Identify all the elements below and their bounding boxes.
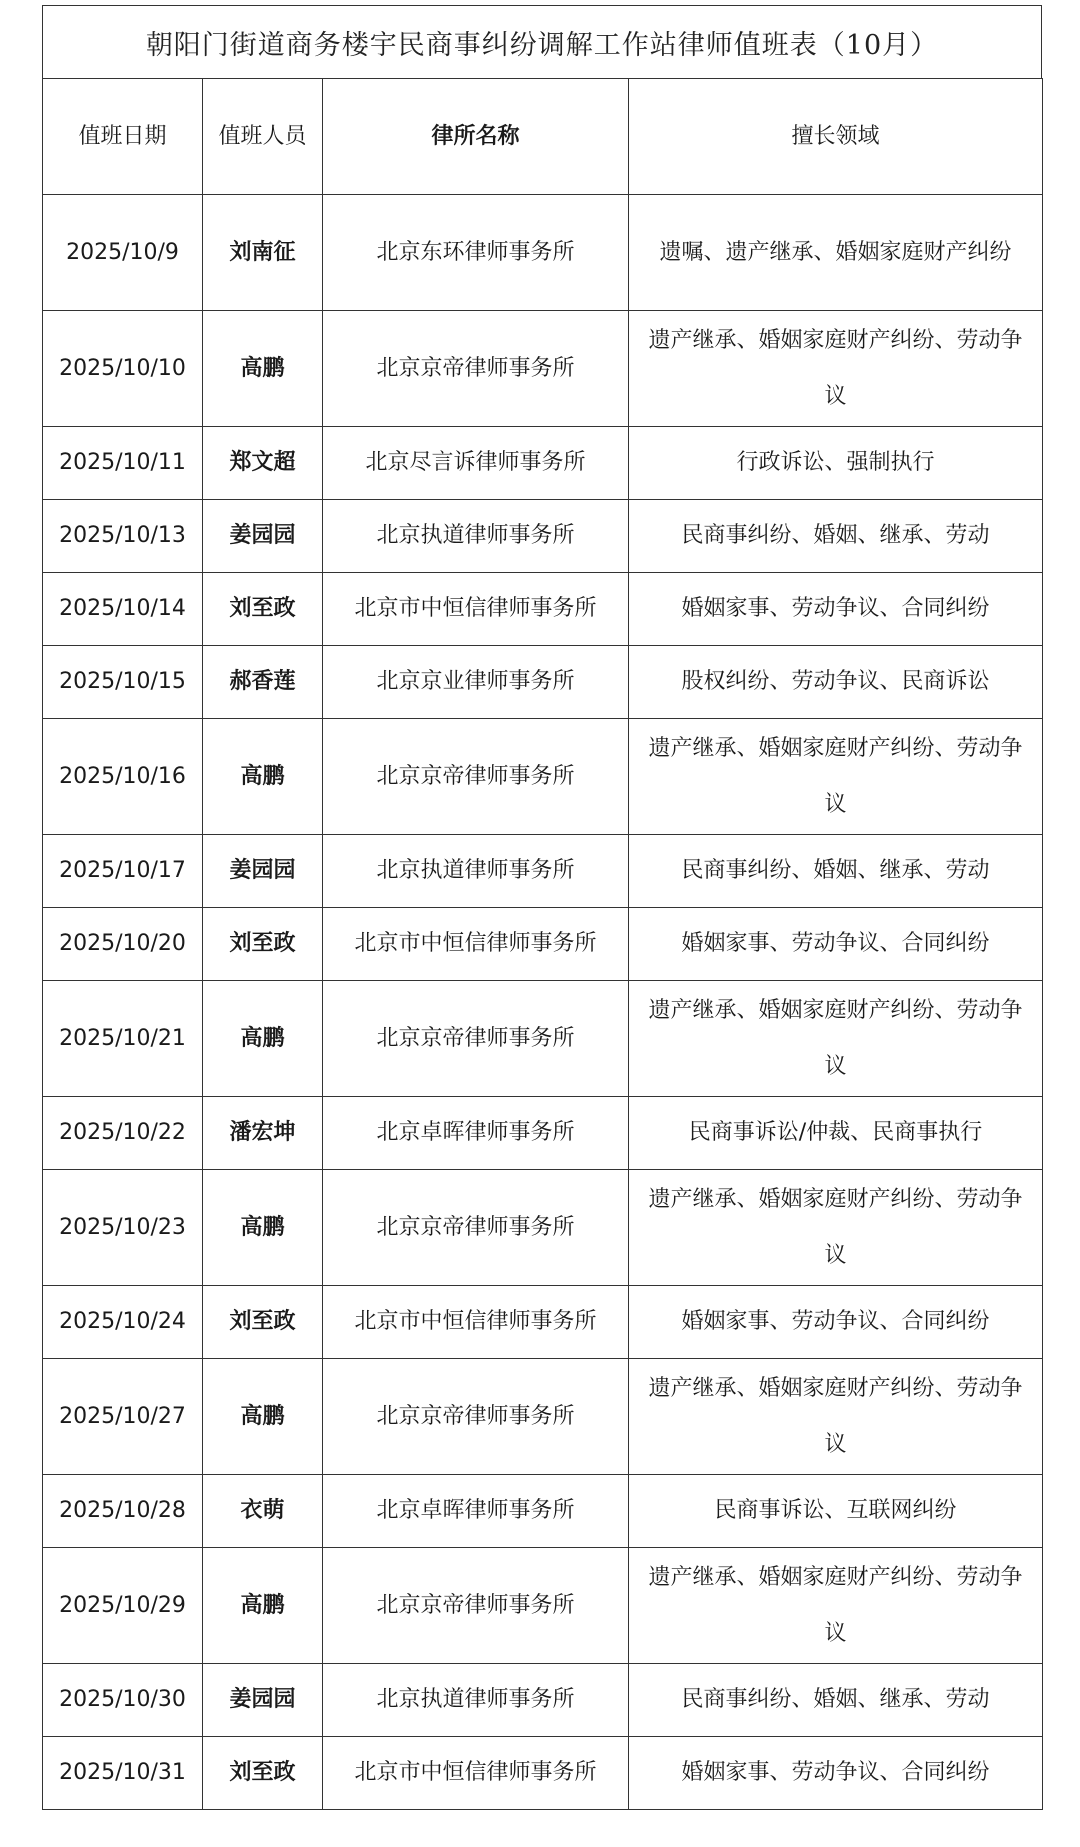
table-row [43, 835, 1043, 908]
cell-date: 2025/10/21 [43, 981, 203, 1097]
cell-firm: 北京东环律师事务所 [323, 195, 629, 311]
cell-person: 郝香莲 [203, 646, 323, 719]
cell-date: 2025/10/28 [43, 1475, 203, 1548]
cell-person: 刘至政 [203, 573, 323, 646]
cell-date: 2025/10/30 [43, 1664, 203, 1737]
cell-date: 2025/10/31 [43, 1737, 203, 1810]
cell-firm: 北京京帝律师事务所 [323, 311, 629, 427]
cell-specialty: 遗产继承、婚姻家庭财产纠纷、劳动争议 [629, 1359, 1043, 1475]
cell-date: 2025/10/13 [43, 500, 203, 573]
header-date: 值班日期 [43, 79, 203, 195]
cell-person: 姜园园 [203, 835, 323, 908]
cell-specialty: 民商事诉讼、互联网纠纷 [629, 1475, 1043, 1548]
cell-person: 刘至政 [203, 908, 323, 981]
cell-firm: 北京京帝律师事务所 [323, 719, 629, 835]
cell-specialty: 股权纠纷、劳动争议、民商诉讼 [629, 646, 1043, 719]
cell-date: 2025/10/20 [43, 908, 203, 981]
cell-specialty: 民商事纠纷、婚姻、继承、劳动 [629, 500, 1043, 573]
cell-date: 2025/10/15 [43, 646, 203, 719]
table-row [43, 195, 1043, 311]
cell-specialty: 民商事纠纷、婚姻、继承、劳动 [629, 1664, 1043, 1737]
table-row [43, 1359, 1043, 1475]
table-row [43, 427, 1043, 500]
cell-specialty: 婚姻家事、劳动争议、合同纠纷 [629, 1737, 1043, 1810]
table-row [43, 1170, 1043, 1286]
cell-person: 高鹏 [203, 719, 323, 835]
cell-specialty: 婚姻家事、劳动争议、合同纠纷 [629, 573, 1043, 646]
cell-specialty: 遗产继承、婚姻家庭财产纠纷、劳动争议 [629, 981, 1043, 1097]
cell-firm: 北京京业律师事务所 [323, 646, 629, 719]
cell-date: 2025/10/23 [43, 1170, 203, 1286]
cell-specialty: 行政诉讼、强制执行 [629, 427, 1043, 500]
table-body [43, 195, 1043, 1810]
cell-firm: 北京京帝律师事务所 [323, 1548, 629, 1664]
cell-specialty: 民商事纠纷、婚姻、继承、劳动 [629, 835, 1043, 908]
cell-person: 刘至政 [203, 1737, 323, 1810]
table-row [43, 311, 1043, 427]
header-person: 值班人员 [203, 79, 323, 195]
cell-date: 2025/10/14 [43, 573, 203, 646]
table-row [43, 1286, 1043, 1359]
roster-title: 朝阳门街道商务楼宇民商事纠纷调解工作站律师值班表（10月） [42, 5, 1042, 78]
header-firm: 律所名称 [323, 79, 629, 195]
cell-firm: 北京市中恒信律师事务所 [323, 1286, 629, 1359]
cell-firm: 北京卓晖律师事务所 [323, 1097, 629, 1170]
table-row [43, 500, 1043, 573]
cell-specialty: 遗产继承、婚姻家庭财产纠纷、劳动争议 [629, 1170, 1043, 1286]
table-row [43, 646, 1043, 719]
cell-person: 刘至政 [203, 1286, 323, 1359]
cell-person: 高鹏 [203, 311, 323, 427]
cell-firm: 北京尽言诉律师事务所 [323, 427, 629, 500]
cell-person: 刘南征 [203, 195, 323, 311]
table-row [43, 1664, 1043, 1737]
header-specialty: 擅长领域 [629, 79, 1043, 195]
cell-person: 高鹏 [203, 1359, 323, 1475]
cell-specialty: 民商事诉讼/仲裁、民商事执行 [629, 1097, 1043, 1170]
cell-date: 2025/10/17 [43, 835, 203, 908]
cell-date: 2025/10/11 [43, 427, 203, 500]
table-row [43, 908, 1043, 981]
cell-date: 2025/10/9 [43, 195, 203, 311]
table-row [43, 719, 1043, 835]
cell-specialty: 遗产继承、婚姻家庭财产纠纷、劳动争议 [629, 1548, 1043, 1664]
cell-firm: 北京执道律师事务所 [323, 500, 629, 573]
table-row [43, 573, 1043, 646]
cell-person: 姜园园 [203, 500, 323, 573]
cell-firm: 北京市中恒信律师事务所 [323, 908, 629, 981]
cell-specialty: 婚姻家事、劳动争议、合同纠纷 [629, 908, 1043, 981]
cell-specialty: 遗嘱、遗产继承、婚姻家庭财产纠纷 [629, 195, 1043, 311]
cell-firm: 北京市中恒信律师事务所 [323, 1737, 629, 1810]
cell-date: 2025/10/24 [43, 1286, 203, 1359]
cell-specialty: 遗产继承、婚姻家庭财产纠纷、劳动争议 [629, 311, 1043, 427]
cell-date: 2025/10/10 [43, 311, 203, 427]
cell-firm: 北京执道律师事务所 [323, 1664, 629, 1737]
cell-firm: 北京卓晖律师事务所 [323, 1475, 629, 1548]
cell-firm: 北京执道律师事务所 [323, 835, 629, 908]
table-header-row [43, 79, 1043, 195]
table-row [43, 1737, 1043, 1810]
cell-date: 2025/10/27 [43, 1359, 203, 1475]
cell-specialty: 婚姻家事、劳动争议、合同纠纷 [629, 1286, 1043, 1359]
cell-person: 衣萌 [203, 1475, 323, 1548]
cell-person: 高鹏 [203, 981, 323, 1097]
cell-person: 高鹏 [203, 1170, 323, 1286]
table-row [43, 1475, 1043, 1548]
cell-date: 2025/10/29 [43, 1548, 203, 1664]
cell-person: 姜园园 [203, 1664, 323, 1737]
cell-date: 2025/10/16 [43, 719, 203, 835]
table-row [43, 1097, 1043, 1170]
cell-person: 高鹏 [203, 1548, 323, 1664]
duty-roster-sheet [42, 5, 1042, 1810]
cell-firm: 北京京帝律师事务所 [323, 1170, 629, 1286]
cell-firm: 北京市中恒信律师事务所 [323, 573, 629, 646]
cell-date: 2025/10/22 [43, 1097, 203, 1170]
duty-roster-table [42, 78, 1043, 1810]
table-row [43, 981, 1043, 1097]
cell-person: 潘宏坤 [203, 1097, 323, 1170]
cell-specialty: 遗产继承、婚姻家庭财产纠纷、劳动争议 [629, 719, 1043, 835]
cell-person: 郑文超 [203, 427, 323, 500]
cell-firm: 北京京帝律师事务所 [323, 981, 629, 1097]
cell-firm: 北京京帝律师事务所 [323, 1359, 629, 1475]
table-row [43, 1548, 1043, 1664]
